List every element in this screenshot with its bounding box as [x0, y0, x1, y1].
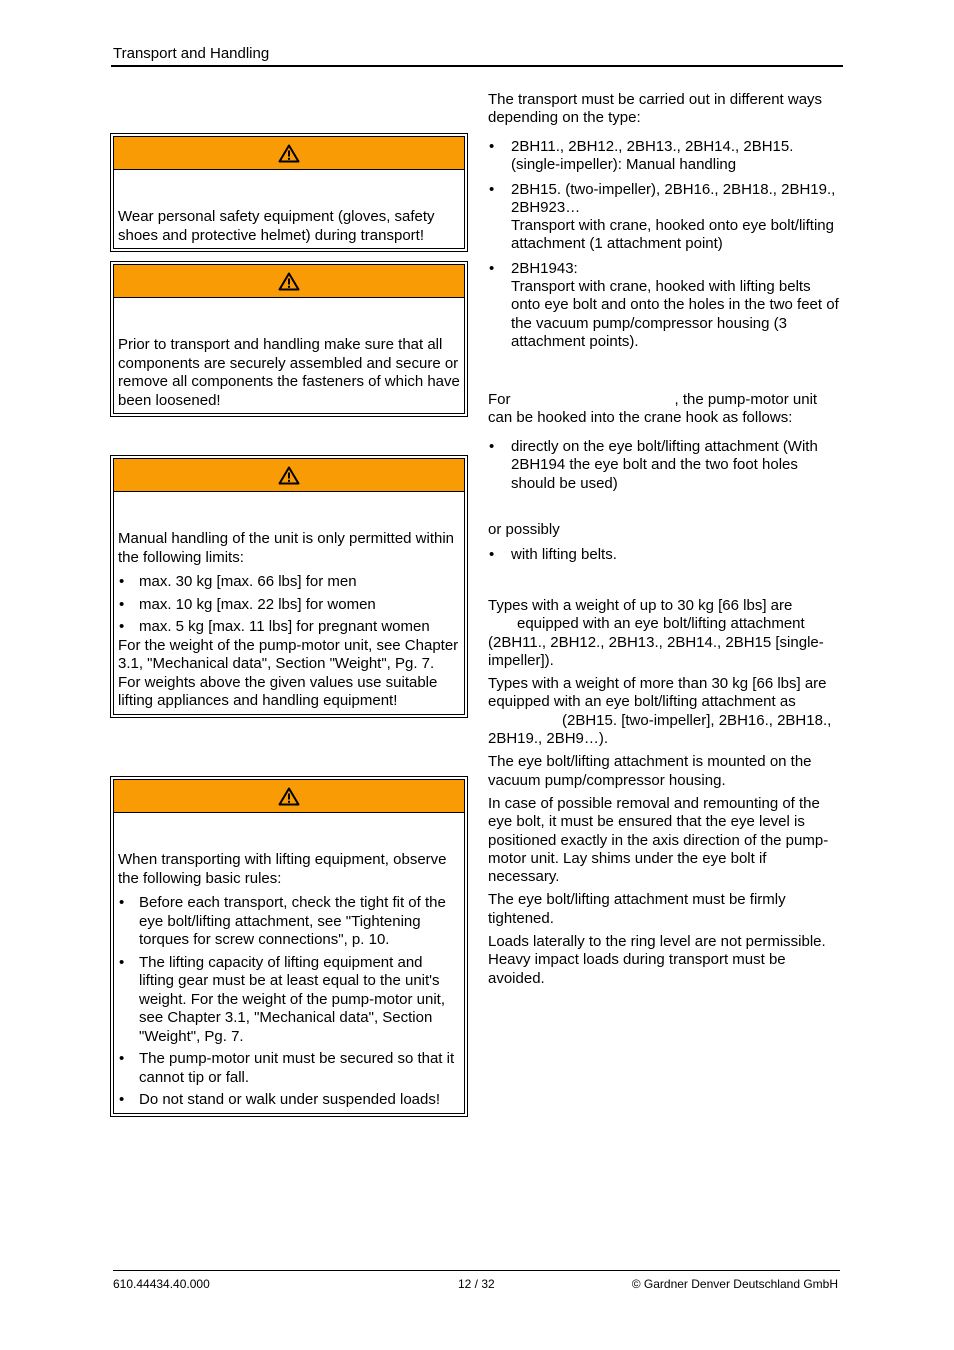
warning-text: Wear personal safety equipment (gloves, safety shoes and protective helmet) during transport!	[118, 208, 435, 244]
weight-paragraphs	[488, 597, 842, 988]
paragraph-loads: Loads laterally to the ring level are not permissible. Heavy impact loads during transport must be avoided.	[488, 933, 826, 987]
list-item: • directly on the eye bolt/lifting attachment (With 2BH194 the eye bolt and the two foot holes should be used)	[488, 438, 842, 493]
warning-outro: For the weight of the pump-motor unit, see Chapter 3.1, "Mechanical data", Section "Weight", Pg. 7. For weights above the given values use suitable lifting appliances and handling equipment!	[118, 636, 459, 709]
list-item: • The pump-motor unit must be secured so that it cannot tip or fall.	[118, 1050, 460, 1087]
belt-options-list	[488, 546, 842, 564]
footer-page-number: 12 / 32	[458, 1277, 495, 1291]
or-possibly-text: or possibly	[488, 521, 560, 538]
or-possibly	[488, 521, 842, 539]
p1-a: Types with a weight of up to 30 kg [66 lbs] are	[488, 597, 793, 614]
list-item: • max. 30 kg [max. 66 lbs] for men	[118, 573, 460, 592]
type-text: 2BH15. (two-impeller), 2BH16., 2BH18., 2BH19., 2BH923…	[511, 180, 836, 216]
warning-triangle-icon	[278, 272, 300, 291]
warning-bar	[114, 137, 464, 170]
warning-bar	[114, 780, 464, 813]
lifting-rules-list	[118, 894, 460, 1110]
warning-box-assembly	[110, 261, 468, 417]
list-item: • The lifting capacity of lifting equipment and lifting gear must be at least equal to the unit's weight. For the weight of the pump-motor unit, see Chapter 3.1, "Mechanical data", Section "Weight", Pg. 7.	[118, 954, 460, 1047]
warning-triangle-icon	[278, 787, 300, 806]
warning-intro: When transporting with lifting equipment, observe the following basic rules:	[118, 851, 447, 887]
list-item	[488, 181, 842, 254]
warning-box-manual-handling	[110, 455, 468, 718]
warning-box-lifting-equipment	[110, 776, 468, 1117]
list-item: • max. 10 kg [max. 22 lbs] for women	[118, 596, 460, 615]
list-item: • max. 5 kg [max. 11 lbs] for pregnant women	[118, 618, 460, 637]
paragraph-tightening: The eye bolt/lifting attachment must be firmly tightened.	[488, 891, 786, 927]
warning-bar	[114, 459, 464, 492]
warning-text: Prior to transport and handling make sure that all components are securely assembled and secure or remove all components the fasteners of which have been loosened!	[118, 336, 460, 409]
crane-options-list	[488, 438, 842, 493]
warning-triangle-icon	[278, 466, 300, 485]
crane-paragraph	[488, 391, 842, 428]
header-title: Transport and Handling	[113, 45, 270, 62]
paragraph-light-types	[488, 597, 842, 670]
type-detail: Transport with crane, hooked onto eye bolt/lifting attachment (1 attachment point)	[511, 217, 834, 253]
p1-b: equipped with an eye bolt/lifting attachment (2BH11., 2BH12., 2BH13., 2BH14., 2BH15 [single-impeller]).	[488, 615, 824, 669]
list-item	[488, 138, 842, 175]
warning-bar	[114, 265, 464, 298]
type-detail: Transport with crane, hooked with lifting belts onto eye bolt and onto the holes in the two feet of the vacuum pump/compressor housing (3 attachment points).	[511, 278, 839, 350]
list-item: • Do not stand or walk under suspended loads!	[118, 1091, 460, 1110]
crane-text	[488, 391, 842, 428]
footer-rule	[113, 1270, 840, 1271]
crane-prefix: For	[488, 391, 511, 408]
warning-box-ppe	[110, 133, 468, 252]
footer-doc-number: 610.44434.40.000	[113, 1277, 210, 1291]
p2-b: (2BH15. [two-impeller], 2BH16., 2BH18., 2BH19., 2BH9…).	[488, 711, 832, 748]
warning-intro: Manual handling of the unit is only permitted within the following limits:	[118, 530, 455, 566]
type-text: 2BH1943:	[511, 259, 578, 277]
list-item: • Before each transport, check the tight fit of the eye bolt/lifting attachment, see "Tightening torques for screw connections", p. 10.	[118, 894, 460, 950]
type-text: 2BH11., 2BH12., 2BH13., 2BH14., 2BH15. (single-impeller): Manual handling	[511, 138, 794, 174]
transport-intro-text: The transport must be carried out in different ways depending on the type:	[488, 91, 823, 127]
paragraph-heavy-types	[488, 675, 842, 748]
transport-intro	[488, 91, 842, 128]
transport-types-list	[488, 138, 842, 351]
weight-limits-list	[118, 573, 460, 637]
paragraph-mounting: The eye bolt/lifting attachment is mounted on the vacuum pump/compressor housing.	[488, 753, 812, 789]
header-rule	[111, 65, 843, 67]
crane-suffix: , the pump-motor unit can be hooked into the crane hook as follows:	[488, 391, 818, 427]
warning-triangle-icon	[278, 144, 300, 163]
list-item	[488, 260, 842, 351]
p2-a: Types with a weight of more than 30 kg [66 lbs] are equipped with an eye bolt/lifting attachment as	[488, 675, 827, 711]
paragraph-remounting: In case of possible removal and remounting of the eye bolt, it must be ensured that the eye level is positioned exactly in the axis direction of the pump-motor unit. Lay shims under the eye bolt if necessary.	[488, 794, 829, 886]
list-item: • with lifting belts.	[488, 546, 842, 564]
footer-copyright: © Gardner Denver Deutschland GmbH	[631, 1277, 838, 1291]
